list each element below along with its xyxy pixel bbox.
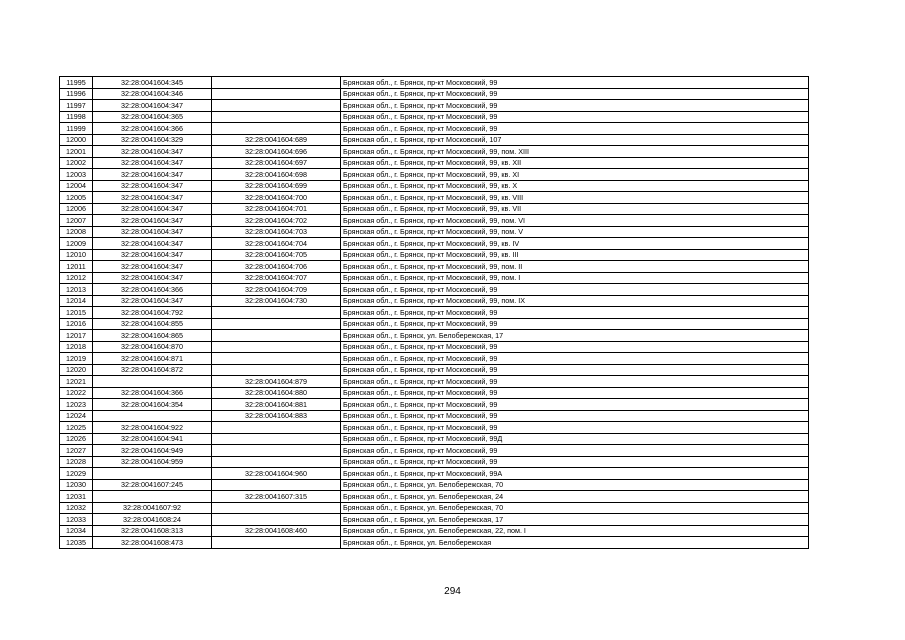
object-cadastral-number-cell xyxy=(212,537,341,549)
object-cadastral-number-cell xyxy=(212,307,341,319)
object-cadastral-number-cell xyxy=(212,111,341,123)
table-row xyxy=(60,295,809,307)
cadastral-number-cell: 32:28:0041604:941 xyxy=(93,433,212,445)
object-cadastral-number-cell: 32:28:0041604:880 xyxy=(212,387,341,399)
address-cell: Брянская обл., г. Брянск, пр-кт Московский, 99, пом. XIII xyxy=(341,146,809,158)
cadastral-number-cell: 32:28:0041604:347 xyxy=(93,215,212,227)
row-number-cell: 12014 xyxy=(60,295,93,307)
row-number-cell: 12027 xyxy=(60,445,93,457)
table-row xyxy=(60,537,809,549)
table-row xyxy=(60,180,809,192)
cadastral-number-cell xyxy=(93,376,212,388)
table-row xyxy=(60,468,809,480)
cadastral-number-cell: 32:28:0041608:473 xyxy=(93,537,212,549)
address-cell: Брянская обл., г. Брянск, пр-кт Московский, 99 xyxy=(341,123,809,135)
row-number-cell: 12024 xyxy=(60,410,93,422)
address-cell: Брянская обл., г. Брянск, ул. Белобережская, 70 xyxy=(341,479,809,491)
row-number-cell: 12018 xyxy=(60,341,93,353)
table-row xyxy=(60,77,809,89)
cadastral-number-cell: 32:28:0041604:347 xyxy=(93,238,212,250)
cadastral-number-cell: 32:28:0041608:24 xyxy=(93,514,212,526)
address-cell: Брянская обл., г. Брянск, пр-кт Московский, 99 xyxy=(341,456,809,468)
table-row xyxy=(60,88,809,100)
object-cadastral-number-cell xyxy=(212,514,341,526)
cadastral-number-cell: 32:28:0041604:354 xyxy=(93,399,212,411)
object-cadastral-number-cell xyxy=(212,341,341,353)
address-cell: Брянская обл., г. Брянск, пр-кт Московский, 99 xyxy=(341,88,809,100)
object-cadastral-number-cell: 32:28:0041604:703 xyxy=(212,226,341,238)
table-row xyxy=(60,100,809,112)
cadastral-number-cell: 32:28:0041604:366 xyxy=(93,123,212,135)
address-cell: Брянская обл., г. Брянск, пр-кт Московский, 99, кв. IV xyxy=(341,238,809,250)
row-number-cell: 12002 xyxy=(60,157,93,169)
address-cell: Брянская обл., г. Брянск, ул. Белобережская, 22, пом. I xyxy=(341,525,809,537)
table-row xyxy=(60,525,809,537)
address-cell: Брянская обл., г. Брянск, пр-кт Московский, 99 xyxy=(341,318,809,330)
row-number-cell: 12022 xyxy=(60,387,93,399)
table-row xyxy=(60,215,809,227)
cadastral-number-cell: 32:28:0041604:345 xyxy=(93,77,212,89)
table-row xyxy=(60,261,809,273)
address-cell: Брянская обл., г. Брянск, пр-кт Московский, 99 xyxy=(341,399,809,411)
row-number-cell: 12025 xyxy=(60,422,93,434)
register-table xyxy=(59,76,809,549)
cadastral-number-cell: 32:28:0041604:855 xyxy=(93,318,212,330)
row-number-cell: 12016 xyxy=(60,318,93,330)
row-number-cell: 12029 xyxy=(60,468,93,480)
cadastral-number-cell: 32:28:0041604:366 xyxy=(93,284,212,296)
row-number-cell: 12004 xyxy=(60,180,93,192)
address-cell: Брянская обл., г. Брянск, пр-кт Московский, 99, кв. XI xyxy=(341,169,809,181)
cadastral-number-cell xyxy=(93,410,212,422)
address-cell: Брянская обл., г. Брянск, ул. Белобережская xyxy=(341,537,809,549)
cadastral-number-cell: 32:28:0041607:245 xyxy=(93,479,212,491)
cadastral-number-cell: 32:28:0041604:347 xyxy=(93,295,212,307)
cadastral-number-cell xyxy=(93,468,212,480)
register-table-body xyxy=(60,77,809,549)
row-number-cell: 12012 xyxy=(60,272,93,284)
address-cell: Брянская обл., г. Брянск, ул. Белобережская, 17 xyxy=(341,330,809,342)
table-row xyxy=(60,203,809,215)
cadastral-number-cell: 32:28:0041608:313 xyxy=(93,525,212,537)
row-number-cell: 12035 xyxy=(60,537,93,549)
object-cadastral-number-cell: 32:28:0041604:704 xyxy=(212,238,341,250)
row-number-cell: 12019 xyxy=(60,353,93,365)
address-cell: Брянская обл., г. Брянск, пр-кт Московский, 99 xyxy=(341,100,809,112)
table-row xyxy=(60,479,809,491)
row-number-cell: 12026 xyxy=(60,433,93,445)
row-number-cell: 12032 xyxy=(60,502,93,514)
table-row xyxy=(60,238,809,250)
row-number-cell: 12006 xyxy=(60,203,93,215)
table-row xyxy=(60,445,809,457)
table-row xyxy=(60,387,809,399)
address-cell: Брянская обл., г. Брянск, пр-кт Московский, 99 xyxy=(341,341,809,353)
row-number-cell: 12000 xyxy=(60,134,93,146)
row-number-cell: 12033 xyxy=(60,514,93,526)
address-cell: Брянская обл., г. Брянск, пр-кт Московский, 99 xyxy=(341,376,809,388)
cadastral-number-cell: 32:28:0041604:922 xyxy=(93,422,212,434)
row-number-cell: 11996 xyxy=(60,88,93,100)
table-row xyxy=(60,169,809,181)
table-row xyxy=(60,376,809,388)
row-number-cell: 12034 xyxy=(60,525,93,537)
table-row xyxy=(60,341,809,353)
table-row xyxy=(60,192,809,204)
table-row xyxy=(60,399,809,411)
cadastral-number-cell: 32:28:0041604:870 xyxy=(93,341,212,353)
table-row xyxy=(60,433,809,445)
row-number-cell: 12009 xyxy=(60,238,93,250)
object-cadastral-number-cell xyxy=(212,100,341,112)
table-row xyxy=(60,491,809,503)
cadastral-number-cell: 32:28:0041607:92 xyxy=(93,502,212,514)
row-number-cell: 12015 xyxy=(60,307,93,319)
cadastral-number-cell: 32:28:0041604:347 xyxy=(93,192,212,204)
object-cadastral-number-cell: 32:28:0041607:315 xyxy=(212,491,341,503)
object-cadastral-number-cell xyxy=(212,479,341,491)
row-number-cell: 12007 xyxy=(60,215,93,227)
address-cell: Брянская обл., г. Брянск, пр-кт Московский, 99 xyxy=(341,364,809,376)
cadastral-number-cell xyxy=(93,491,212,503)
object-cadastral-number-cell xyxy=(212,330,341,342)
object-cadastral-number-cell xyxy=(212,77,341,89)
row-number-cell: 11997 xyxy=(60,100,93,112)
row-number-cell: 12010 xyxy=(60,249,93,261)
cadastral-number-cell: 32:28:0041604:346 xyxy=(93,88,212,100)
object-cadastral-number-cell xyxy=(212,456,341,468)
table-row xyxy=(60,284,809,296)
table-row xyxy=(60,226,809,238)
table-row xyxy=(60,502,809,514)
address-cell: Брянская обл., г. Брянск, пр-кт Московский, 99, кв. X xyxy=(341,180,809,192)
object-cadastral-number-cell: 32:28:0041604:701 xyxy=(212,203,341,215)
address-cell: Брянская обл., г. Брянск, пр-кт Московский, 99, пом. II xyxy=(341,261,809,273)
table-row xyxy=(60,456,809,468)
row-number-cell: 11999 xyxy=(60,123,93,135)
cadastral-number-cell: 32:28:0041604:347 xyxy=(93,249,212,261)
table-row xyxy=(60,146,809,158)
row-number-cell: 12023 xyxy=(60,399,93,411)
address-cell: Брянская обл., г. Брянск, пр-кт Московский, 99, пом. VI xyxy=(341,215,809,227)
cadastral-number-cell: 32:28:0041604:347 xyxy=(93,261,212,273)
cadastral-number-cell: 32:28:0041604:347 xyxy=(93,272,212,284)
address-cell: Брянская обл., г. Брянск, пр-кт Московский, 99 xyxy=(341,111,809,123)
cadastral-number-cell: 32:28:0041604:959 xyxy=(93,456,212,468)
row-number-cell: 12028 xyxy=(60,456,93,468)
row-number-cell: 12005 xyxy=(60,192,93,204)
row-number-cell: 12008 xyxy=(60,226,93,238)
table-row xyxy=(60,422,809,434)
address-cell: Брянская обл., г. Брянск, пр-кт Московский, 99, пом. V xyxy=(341,226,809,238)
address-cell: Брянская обл., г. Брянск, пр-кт Московский, 99 xyxy=(341,307,809,319)
object-cadastral-number-cell: 32:28:0041604:706 xyxy=(212,261,341,273)
table-row xyxy=(60,157,809,169)
cadastral-number-cell: 32:28:0041604:347 xyxy=(93,157,212,169)
cadastral-number-cell: 32:28:0041604:792 xyxy=(93,307,212,319)
cadastral-number-cell: 32:28:0041604:872 xyxy=(93,364,212,376)
table-row xyxy=(60,410,809,422)
object-cadastral-number-cell: 32:28:0041604:697 xyxy=(212,157,341,169)
table-row xyxy=(60,364,809,376)
cadastral-number-cell: 32:28:0041604:871 xyxy=(93,353,212,365)
row-number-cell: 11995 xyxy=(60,77,93,89)
table-row xyxy=(60,134,809,146)
table-row xyxy=(60,111,809,123)
cadastral-number-cell: 32:28:0041604:949 xyxy=(93,445,212,457)
address-cell: Брянская обл., г. Брянск, пр-кт Московский, 99 xyxy=(341,422,809,434)
object-cadastral-number-cell: 32:28:0041604:699 xyxy=(212,180,341,192)
cadastral-number-cell: 32:28:0041604:865 xyxy=(93,330,212,342)
row-number-cell: 12030 xyxy=(60,479,93,491)
row-number-cell: 12020 xyxy=(60,364,93,376)
table-row xyxy=(60,249,809,261)
cadastral-number-cell: 32:28:0041604:366 xyxy=(93,387,212,399)
address-cell: Брянская обл., г. Брянск, пр-кт Московский, 99, пом. I xyxy=(341,272,809,284)
cadastral-number-cell: 32:28:0041604:347 xyxy=(93,180,212,192)
table-row xyxy=(60,514,809,526)
cadastral-number-cell: 32:28:0041604:347 xyxy=(93,146,212,158)
page-number: 294 xyxy=(444,586,461,597)
object-cadastral-number-cell: 32:28:0041604:960 xyxy=(212,468,341,480)
address-cell: Брянская обл., г. Брянск, пр-кт Московский, 99 xyxy=(341,445,809,457)
address-cell: Брянская обл., г. Брянск, пр-кт Московский, 99 xyxy=(341,284,809,296)
address-cell: Брянская обл., г. Брянск, пр-кт Московский, 99 xyxy=(341,77,809,89)
address-cell: Брянская обл., г. Брянск, пр-кт Московский, 99Д xyxy=(341,433,809,445)
object-cadastral-number-cell: 32:28:0041604:883 xyxy=(212,410,341,422)
cadastral-number-cell: 32:28:0041604:347 xyxy=(93,226,212,238)
address-cell: Брянская обл., г. Брянск, пр-кт Московский, 99 xyxy=(341,410,809,422)
object-cadastral-number-cell xyxy=(212,422,341,434)
row-number-cell: 12021 xyxy=(60,376,93,388)
cadastral-number-cell: 32:28:0041604:347 xyxy=(93,203,212,215)
object-cadastral-number-cell: 32:28:0041604:705 xyxy=(212,249,341,261)
table-row xyxy=(60,272,809,284)
object-cadastral-number-cell xyxy=(212,318,341,330)
object-cadastral-number-cell: 32:28:0041604:702 xyxy=(212,215,341,227)
object-cadastral-number-cell: 32:28:0041604:879 xyxy=(212,376,341,388)
table-row xyxy=(60,318,809,330)
row-number-cell: 12001 xyxy=(60,146,93,158)
object-cadastral-number-cell: 32:28:0041604:881 xyxy=(212,399,341,411)
object-cadastral-number-cell xyxy=(212,502,341,514)
address-cell: Брянская обл., г. Брянск, пр-кт Московский, 99 xyxy=(341,387,809,399)
address-cell: Брянская обл., г. Брянск, ул. Белобережская, 17 xyxy=(341,514,809,526)
object-cadastral-number-cell: 32:28:0041604:707 xyxy=(212,272,341,284)
object-cadastral-number-cell xyxy=(212,123,341,135)
row-number-cell: 12017 xyxy=(60,330,93,342)
object-cadastral-number-cell: 32:28:0041604:689 xyxy=(212,134,341,146)
object-cadastral-number-cell: 32:28:0041604:696 xyxy=(212,146,341,158)
object-cadastral-number-cell: 32:28:0041604:709 xyxy=(212,284,341,296)
table-row xyxy=(60,123,809,135)
address-cell: Брянская обл., г. Брянск, ул. Белобережская, 24 xyxy=(341,491,809,503)
cadastral-number-cell: 32:28:0041604:329 xyxy=(93,134,212,146)
cadastral-number-cell: 32:28:0041604:347 xyxy=(93,100,212,112)
address-cell: Брянская обл., г. Брянск, пр-кт Московский, 99, пом. IX xyxy=(341,295,809,307)
address-cell: Брянская обл., г. Брянск, пр-кт Московский, 107 xyxy=(341,134,809,146)
row-number-cell: 12003 xyxy=(60,169,93,181)
object-cadastral-number-cell xyxy=(212,364,341,376)
address-cell: Брянская обл., г. Брянск, пр-кт Московский, 99А xyxy=(341,468,809,480)
object-cadastral-number-cell xyxy=(212,445,341,457)
address-cell: Брянская обл., г. Брянск, пр-кт Московский, 99 xyxy=(341,353,809,365)
object-cadastral-number-cell xyxy=(212,353,341,365)
object-cadastral-number-cell: 32:28:0041608:460 xyxy=(212,525,341,537)
row-number-cell: 11998 xyxy=(60,111,93,123)
row-number-cell: 12011 xyxy=(60,261,93,273)
table-row xyxy=(60,330,809,342)
cadastral-number-cell: 32:28:0041604:347 xyxy=(93,169,212,181)
table-row xyxy=(60,307,809,319)
address-cell: Брянская обл., г. Брянск, пр-кт Московский, 99, кв. VII xyxy=(341,203,809,215)
row-number-cell: 12013 xyxy=(60,284,93,296)
row-number-cell: 12031 xyxy=(60,491,93,503)
address-cell: Брянская обл., г. Брянск, пр-кт Московский, 99, кв. VIII xyxy=(341,192,809,204)
object-cadastral-number-cell: 32:28:0041604:700 xyxy=(212,192,341,204)
table-row xyxy=(60,353,809,365)
address-cell: Брянская обл., г. Брянск, пр-кт Московский, 99, кв. XII xyxy=(341,157,809,169)
object-cadastral-number-cell xyxy=(212,88,341,100)
object-cadastral-number-cell: 32:28:0041604:698 xyxy=(212,169,341,181)
address-cell: Брянская обл., г. Брянск, пр-кт Московский, 99, кв. III xyxy=(341,249,809,261)
address-cell: Брянская обл., г. Брянск, ул. Белобережская, 70 xyxy=(341,502,809,514)
cadastral-number-cell: 32:28:0041604:365 xyxy=(93,111,212,123)
object-cadastral-number-cell: 32:28:0041604:730 xyxy=(212,295,341,307)
object-cadastral-number-cell xyxy=(212,433,341,445)
